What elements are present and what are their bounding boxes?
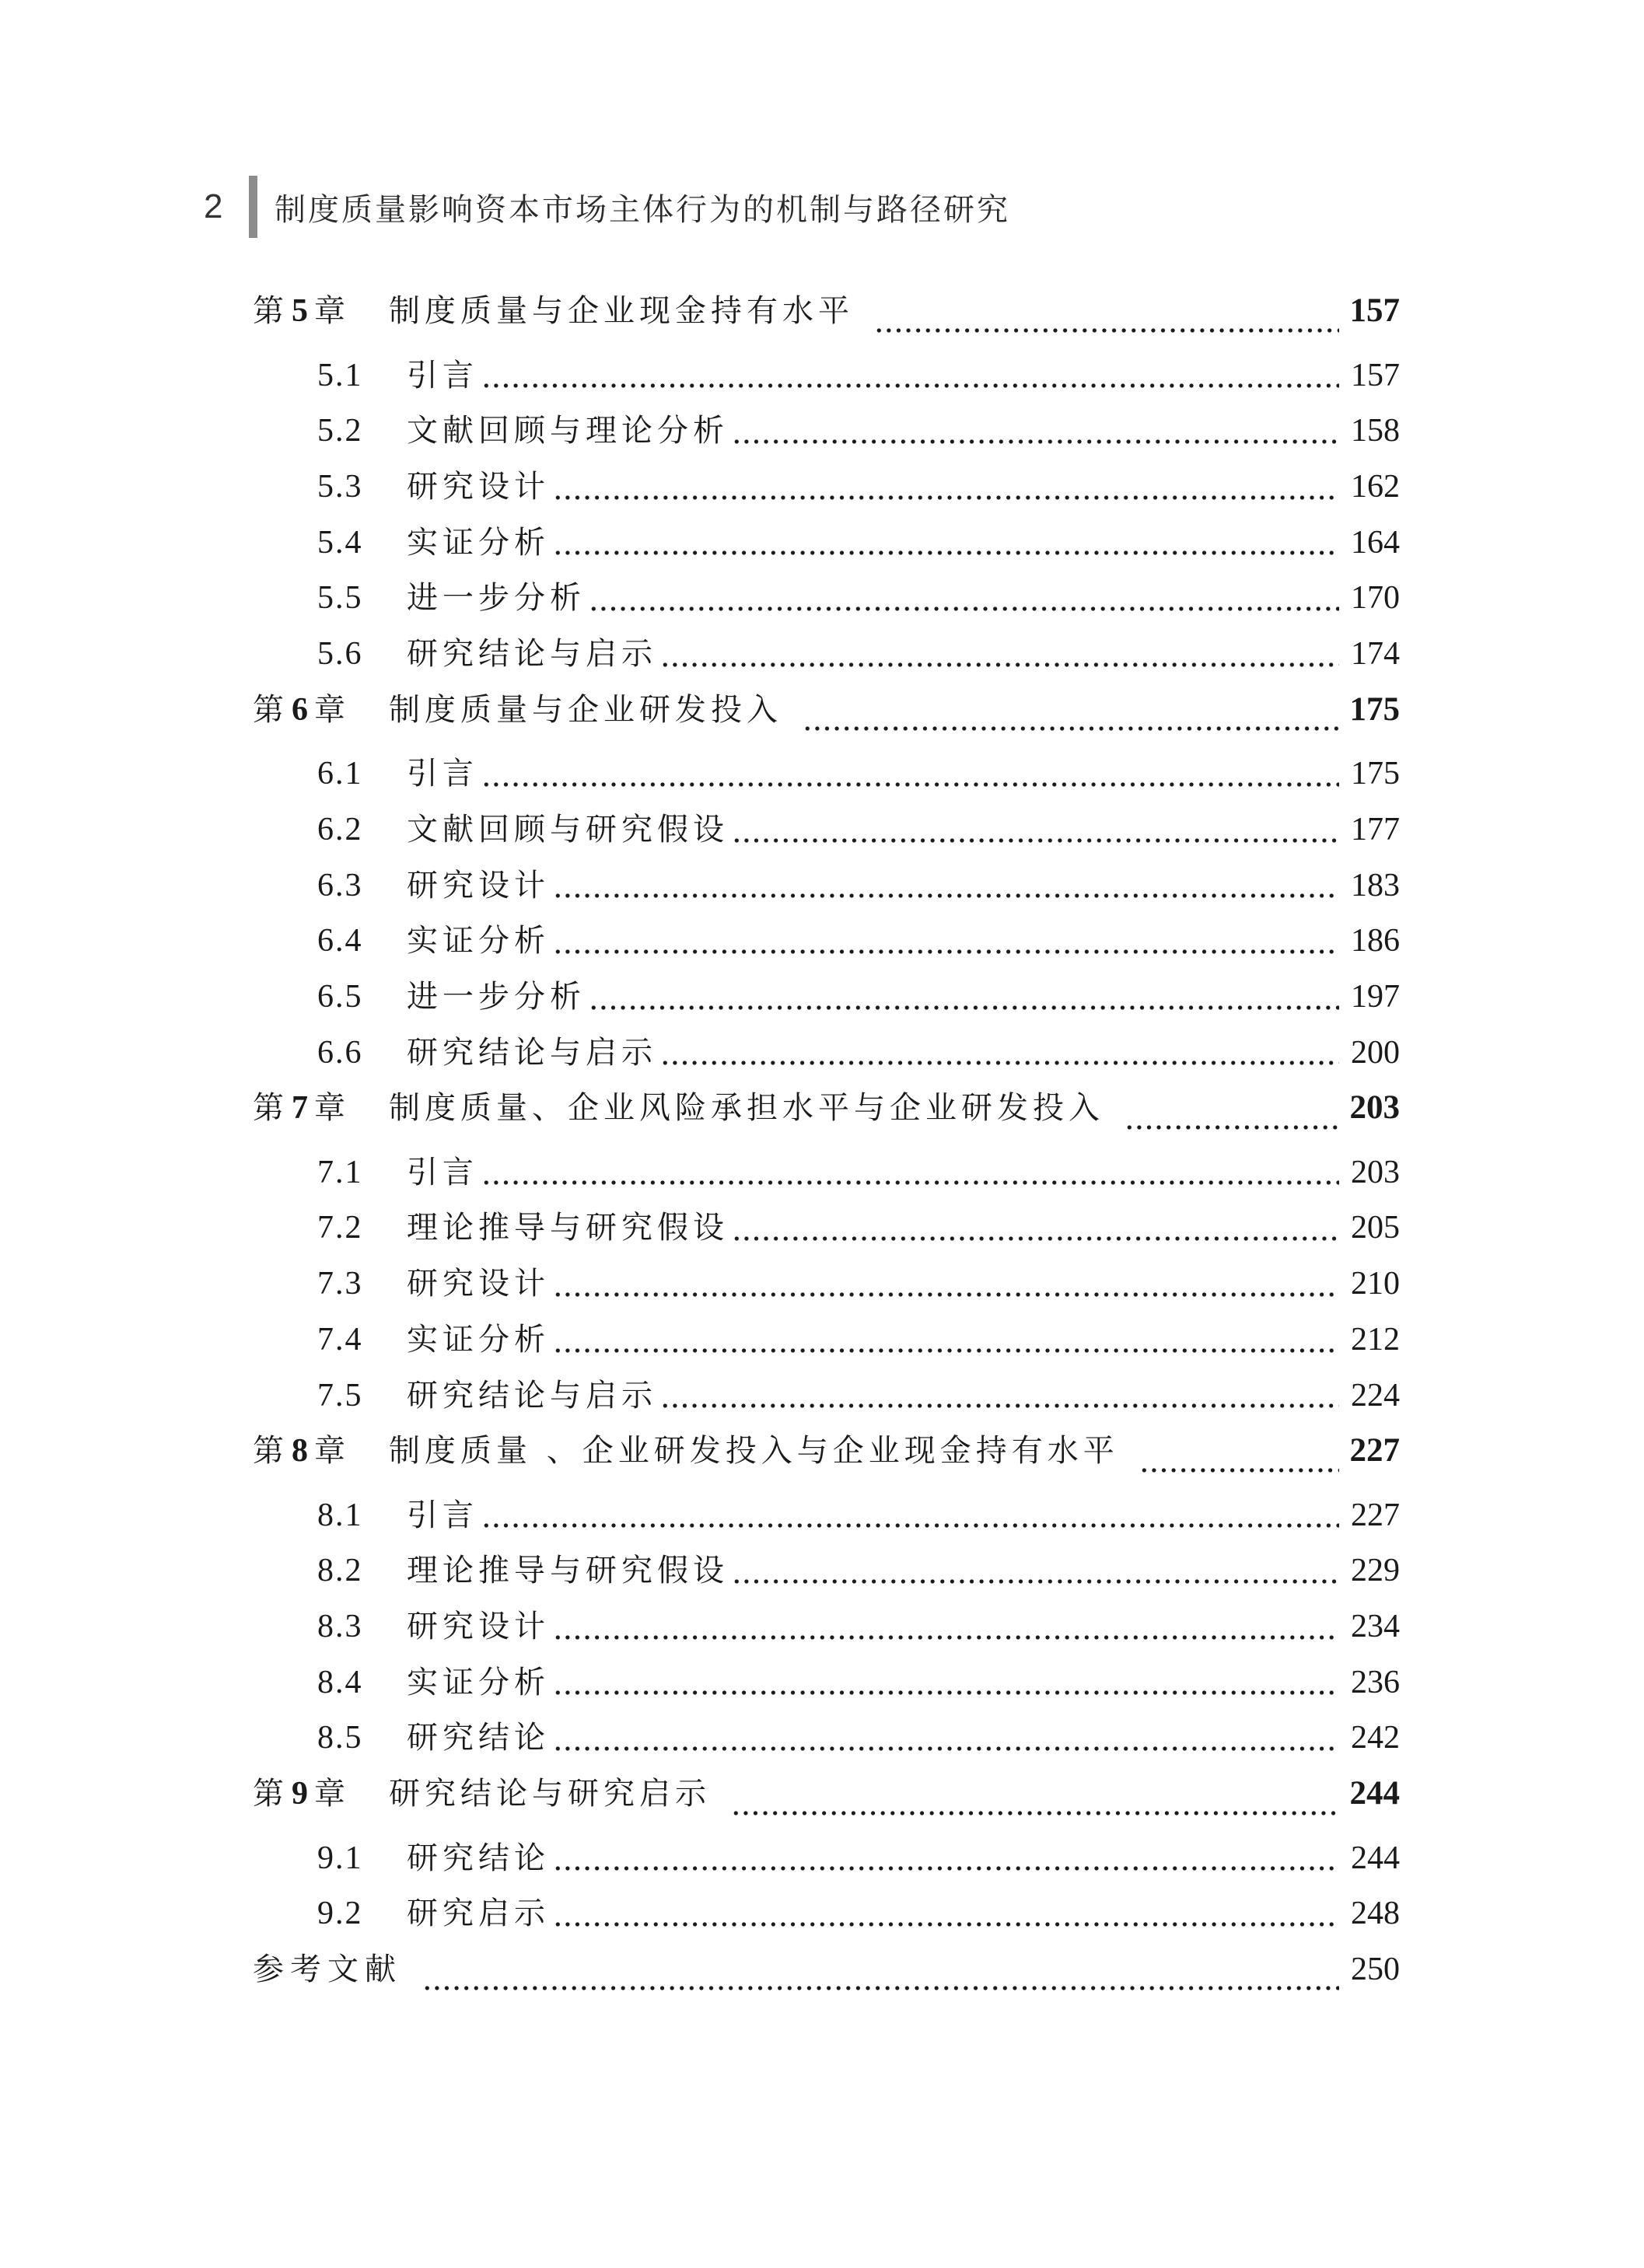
toc-section-5-6[interactable]	[253, 629, 1400, 685]
section-number: 6.2	[317, 811, 363, 847]
page-ref: 203	[1351, 1154, 1400, 1190]
toc-section-6-3[interactable]	[253, 861, 1400, 917]
page-ref: 177	[1351, 811, 1400, 847]
section-title: 研究结论	[407, 1840, 550, 1876]
section-number: 7.3	[317, 1266, 363, 1302]
page-ref: 162	[1351, 468, 1400, 505]
toc-section-9-1[interactable]	[253, 1833, 1400, 1889]
page-ref: 186	[1351, 923, 1400, 959]
page-ref: 174	[1351, 635, 1400, 672]
toc-section-6-4[interactable]	[253, 916, 1400, 972]
chapter-label: 第9 章	[253, 1776, 350, 1812]
chapter-label: 第6 章	[253, 691, 350, 728]
section-title: 引言	[407, 357, 478, 393]
dot-leader	[481, 1501, 1339, 1532]
dot-leader	[553, 1270, 1339, 1301]
toc-section-6-5[interactable]	[253, 972, 1400, 1028]
page-ref: 248	[1351, 1896, 1400, 1932]
section-title: 研究设计	[407, 1266, 550, 1302]
section-title: 研究设计	[407, 468, 550, 505]
toc-section-5-2[interactable]	[253, 406, 1400, 462]
page-ref: 236	[1351, 1664, 1400, 1700]
page-ref: 175	[1351, 756, 1400, 792]
toc-chapter-8[interactable]	[253, 1426, 1400, 1490]
section-title: 理论推导与研究假设	[407, 1210, 729, 1246]
page-ref: 205	[1351, 1210, 1400, 1246]
header-divider	[249, 176, 257, 238]
section-number: 8.2	[317, 1553, 363, 1589]
section-number: 8.5	[317, 1720, 363, 1756]
page-number: 2	[204, 187, 223, 225]
dot-leader	[553, 871, 1339, 902]
page-ref: 227	[1349, 1432, 1400, 1469]
dot-leader	[732, 816, 1339, 847]
section-number: 8.4	[317, 1664, 363, 1700]
page-ref: 212	[1351, 1321, 1400, 1358]
toc-section-5-5[interactable]	[253, 573, 1400, 629]
references-title: 参考文献	[253, 1952, 402, 1987]
section-title: 研究结论与启示	[407, 1034, 657, 1071]
section-number: 6.4	[317, 923, 363, 959]
toc-chapter-7[interactable]	[253, 1083, 1400, 1148]
toc-section-6-2[interactable]	[253, 805, 1400, 861]
dot-leader	[660, 1038, 1339, 1069]
dot-leader	[803, 704, 1339, 735]
section-number: 7.4	[317, 1321, 363, 1358]
page-ref: 158	[1351, 413, 1400, 449]
section-number: 5.6	[317, 635, 363, 672]
toc-section-7-1[interactable]	[253, 1148, 1400, 1204]
section-number: 5.1	[317, 357, 363, 393]
toc-section-7-3[interactable]	[253, 1259, 1400, 1315]
page-ref: 250	[1351, 1952, 1400, 1987]
chapter-title: 研究结论与研究启示	[389, 1776, 711, 1812]
toc-section-8-3[interactable]	[253, 1602, 1400, 1658]
section-number: 5.2	[317, 413, 363, 449]
section-number: 9.2	[317, 1896, 363, 1932]
page-ref: 157	[1349, 292, 1400, 329]
toc-chapter-9[interactable]	[253, 1769, 1400, 1833]
toc-section-8-2[interactable]	[253, 1546, 1400, 1602]
toc-section-5-1[interactable]	[253, 351, 1400, 407]
dot-leader	[660, 1381, 1339, 1412]
chapter-title: 制度质量 、企业研发投入与企业现金持有水平	[389, 1433, 1119, 1469]
dot-leader	[553, 473, 1339, 504]
section-title: 研究结论与启示	[407, 635, 657, 672]
page-ref: 203	[1349, 1089, 1400, 1127]
section-title: 引言	[407, 1497, 478, 1533]
page-ref: 175	[1349, 690, 1400, 728]
toc-section-6-1[interactable]	[253, 749, 1400, 805]
section-number: 9.1	[317, 1840, 363, 1876]
dot-leader	[732, 1214, 1339, 1245]
chapter-label: 第5 章	[253, 293, 350, 329]
dot-leader	[553, 1899, 1339, 1931]
dot-leader	[422, 1963, 1339, 1994]
section-title: 文献回顾与研究假设	[407, 811, 729, 847]
section-title: 文献回顾与理论分析	[407, 413, 729, 449]
section-number: 6.3	[317, 867, 363, 903]
page-ref: 242	[1351, 1720, 1400, 1756]
page-ref: 229	[1351, 1553, 1400, 1589]
chapter-title: 制度质量、企业风险承担水平与企业研发投入	[389, 1090, 1104, 1127]
dot-leader	[1139, 1445, 1339, 1476]
dot-leader	[553, 1326, 1339, 1357]
section-title: 理论推导与研究假设	[407, 1553, 729, 1589]
section-title: 引言	[407, 756, 478, 792]
toc-references[interactable]	[253, 1945, 1400, 2008]
chapter-label: 第8 章	[253, 1433, 350, 1469]
section-number: 8.1	[317, 1497, 363, 1533]
page-ref: 227	[1351, 1497, 1400, 1533]
toc-section-9-2[interactable]	[253, 1889, 1400, 1945]
toc-chapter-6[interactable]	[253, 685, 1400, 750]
toc-chapter-5[interactable]	[253, 286, 1400, 351]
toc-section-8-1[interactable]	[253, 1490, 1400, 1546]
page-ref: 157	[1351, 357, 1400, 393]
section-number: 5.3	[317, 468, 363, 505]
toc-section-7-5[interactable]	[253, 1371, 1400, 1427]
section-title: 进一步分析	[407, 978, 586, 1015]
section-title: 进一步分析	[407, 580, 586, 617]
toc-section-5-4[interactable]	[253, 518, 1400, 574]
dot-leader	[481, 760, 1339, 791]
section-number: 6.5	[317, 978, 363, 1015]
dot-leader	[481, 361, 1339, 392]
toc-section-7-2[interactable]	[253, 1203, 1400, 1259]
section-number: 7.2	[317, 1210, 363, 1246]
section-number: 6.1	[317, 756, 363, 792]
dot-leader	[589, 983, 1339, 1014]
dot-leader	[732, 1557, 1339, 1588]
section-title: 引言	[407, 1154, 478, 1190]
page-ref: 200	[1351, 1034, 1400, 1071]
section-title: 研究设计	[407, 867, 550, 903]
dot-leader	[589, 584, 1339, 615]
page-header	[204, 176, 1010, 238]
section-title: 实证分析	[407, 1664, 550, 1700]
dot-leader	[553, 1724, 1339, 1755]
section-title: 实证分析	[407, 524, 550, 561]
dot-leader	[553, 528, 1339, 559]
page-ref: 244	[1349, 1775, 1400, 1812]
section-number: 8.3	[317, 1609, 363, 1645]
dot-leader	[660, 640, 1339, 671]
dot-leader	[553, 1613, 1339, 1644]
dot-leader	[553, 927, 1339, 958]
chapter-title: 制度质量与企业研发投入	[389, 691, 782, 728]
dot-leader	[731, 1788, 1339, 1819]
section-title: 研究结论与启示	[407, 1377, 657, 1414]
section-title: 研究结论	[407, 1720, 550, 1756]
section-title: 实证分析	[407, 1321, 550, 1358]
dot-leader	[481, 1158, 1339, 1189]
page-ref: 234	[1351, 1609, 1400, 1645]
page-ref: 197	[1351, 978, 1400, 1015]
toc-section-6-6[interactable]	[253, 1028, 1400, 1084]
dot-leader	[732, 417, 1339, 448]
section-number: 7.1	[317, 1154, 363, 1190]
toc-section-8-4[interactable]	[253, 1658, 1400, 1714]
dot-leader	[553, 1843, 1339, 1875]
section-title: 实证分析	[407, 923, 550, 959]
page-ref: 164	[1351, 524, 1400, 561]
section-number: 5.4	[317, 524, 363, 561]
section-title: 研究启示	[407, 1896, 550, 1932]
toc-section-7-4[interactable]	[253, 1315, 1400, 1371]
dot-leader	[874, 306, 1339, 337]
table-of-contents	[253, 286, 1400, 2008]
toc-section-8-5[interactable]	[253, 1713, 1400, 1769]
page-ref: 183	[1351, 867, 1400, 903]
running-title: 制度质量影响资本市场主体行为的机制与路径研究	[275, 191, 1010, 228]
section-number: 7.5	[317, 1377, 363, 1414]
page-ref: 170	[1351, 580, 1400, 617]
toc-section-5-3[interactable]	[253, 462, 1400, 518]
section-title: 研究设计	[407, 1609, 550, 1645]
page-ref: 210	[1351, 1266, 1400, 1302]
section-number: 6.6	[317, 1034, 363, 1071]
page-ref: 244	[1351, 1840, 1400, 1876]
page-ref: 224	[1351, 1377, 1400, 1414]
chapter-title: 制度质量与企业现金持有水平	[389, 293, 854, 329]
dot-leader	[553, 1668, 1339, 1699]
section-number: 5.5	[317, 580, 363, 617]
dot-leader	[1125, 1103, 1339, 1134]
chapter-label: 第7 章	[253, 1090, 350, 1127]
